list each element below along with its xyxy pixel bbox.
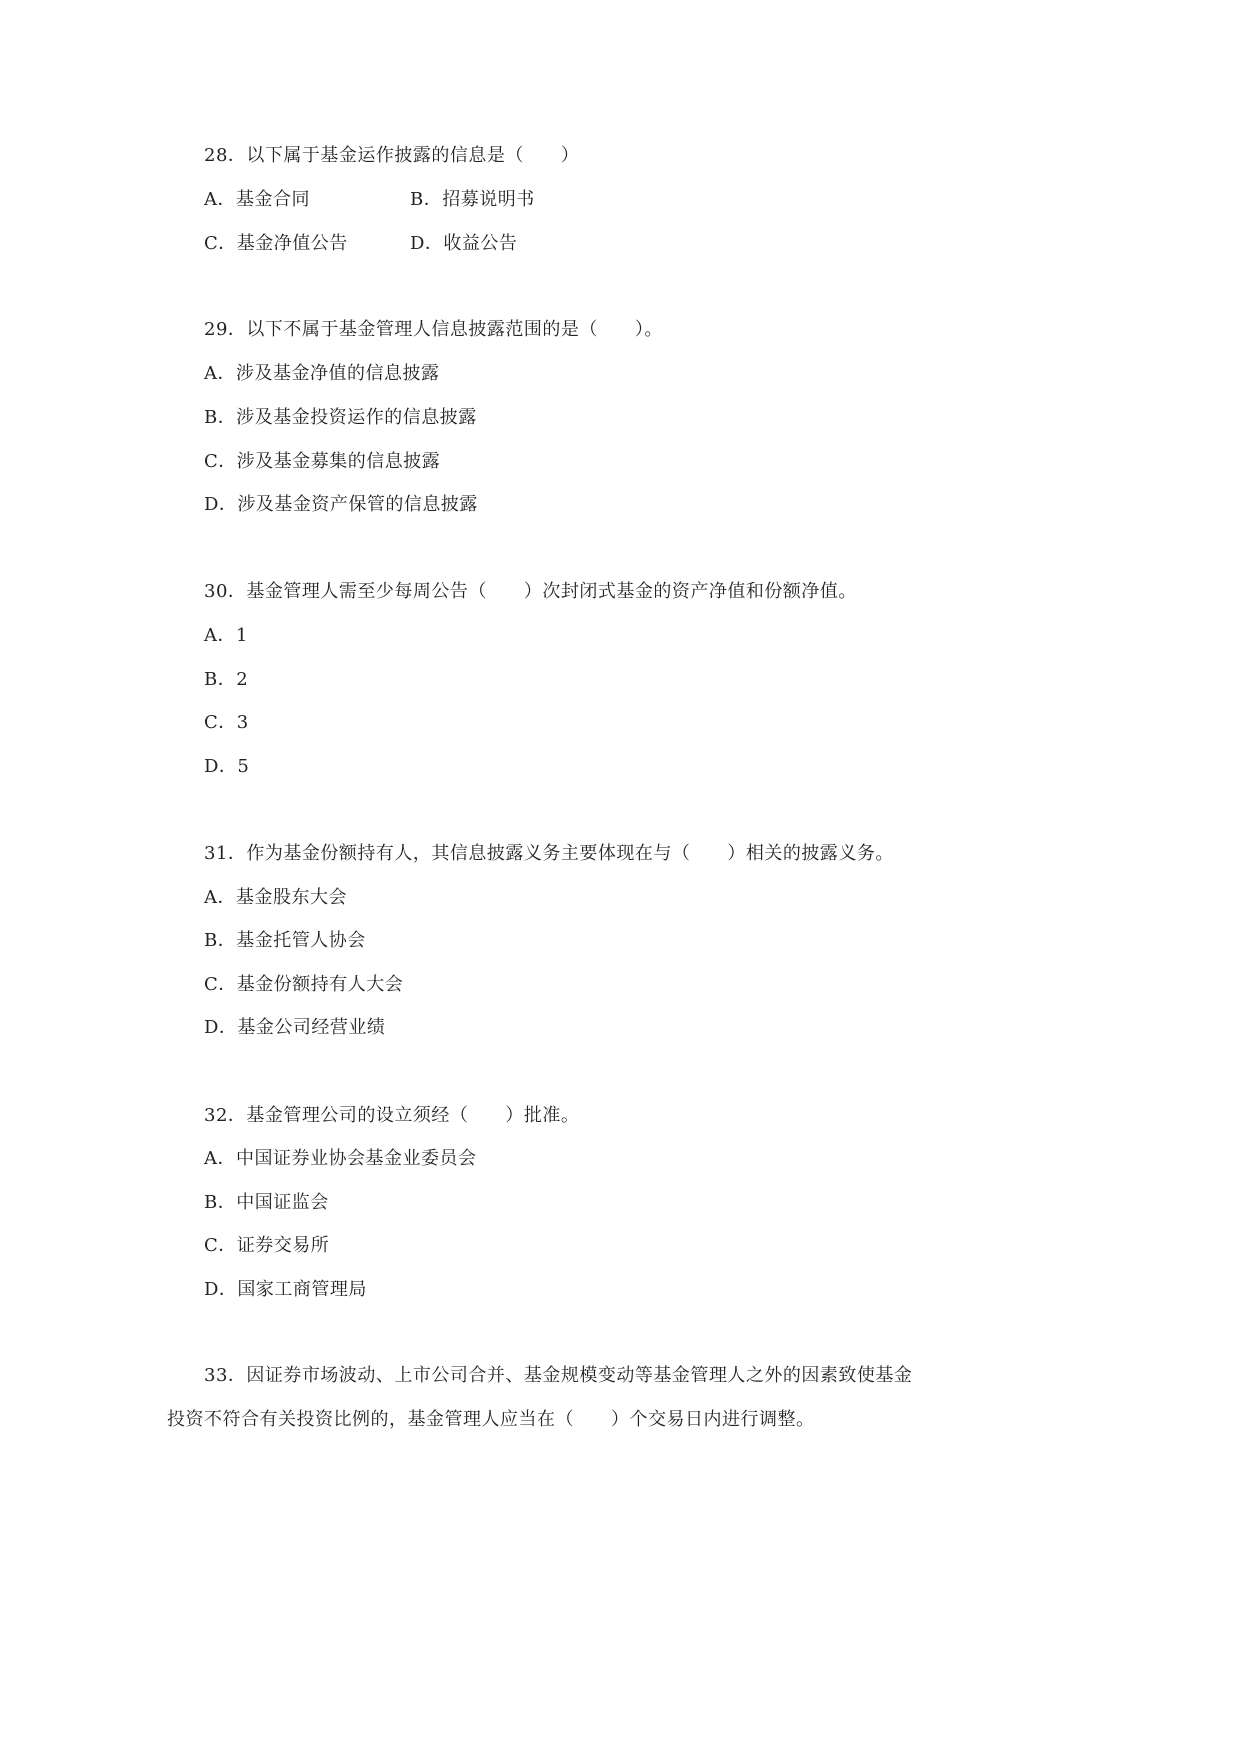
question-28-option-a: A．基金合同 (204, 189, 310, 210)
question-30-option-d: D．5 (204, 756, 250, 777)
question-32-option-d: D．国家工商管理局 (204, 1279, 367, 1300)
question-31-option-b: B．基金托管人协会 (204, 930, 366, 951)
question-31-option-a: A．基金股东大会 (204, 887, 347, 908)
question-28-stem: 28．以下属于基金运作披露的信息是（ ） (204, 145, 580, 166)
question-31-stem: 31．作为基金份额持有人，其信息披露义务主要体现在与（ ）相关的披露义务。 (204, 843, 894, 864)
question-28-option-d: D．收益公告 (410, 233, 518, 254)
question-29-option-d: D．涉及基金资产保管的信息披露 (204, 494, 478, 515)
question-29-stem: 29．以下不属于基金管理人信息披露范围的是（ ）。 (204, 319, 663, 340)
question-31-option-d: D．基金公司经营业绩 (204, 1017, 386, 1038)
question-28-option-c: C．基金净值公告 (204, 233, 348, 254)
question-33-stem-line-1: 33．因证券市场波动、上市公司合并、基金规模变动等基金管理人之外的因素致使基金 (204, 1365, 913, 1386)
question-31-option-c: C．基金份额持有人大会 (204, 974, 404, 995)
question-32-option-b: B．中国证监会 (204, 1192, 329, 1213)
question-29-option-a: A．涉及基金净值的信息披露 (204, 363, 440, 384)
question-30-option-a: A．1 (204, 625, 248, 646)
question-30-stem: 30．基金管理人需至少每周公告（ ）次封闭式基金的资产净值和份额净值。 (204, 581, 857, 602)
question-29-option-b: B．涉及基金投资运作的信息披露 (204, 407, 477, 428)
question-28-option-b: B．招募说明书 (410, 189, 535, 210)
question-29-option-c: C．涉及基金募集的信息披露 (204, 451, 441, 472)
question-32-stem: 32．基金管理公司的设立须经（ ）批准。 (204, 1105, 580, 1126)
question-30-option-c: C．3 (204, 712, 249, 733)
question-33-stem-line-2: 投资不符合有关投资比例的，基金管理人应当在（ ）个交易日内进行调整。 (167, 1409, 815, 1430)
question-30-option-b: B．2 (204, 669, 249, 690)
question-32-option-c: C．证券交易所 (204, 1235, 330, 1256)
question-32-option-a: A．中国证券业协会基金业委员会 (204, 1148, 477, 1169)
